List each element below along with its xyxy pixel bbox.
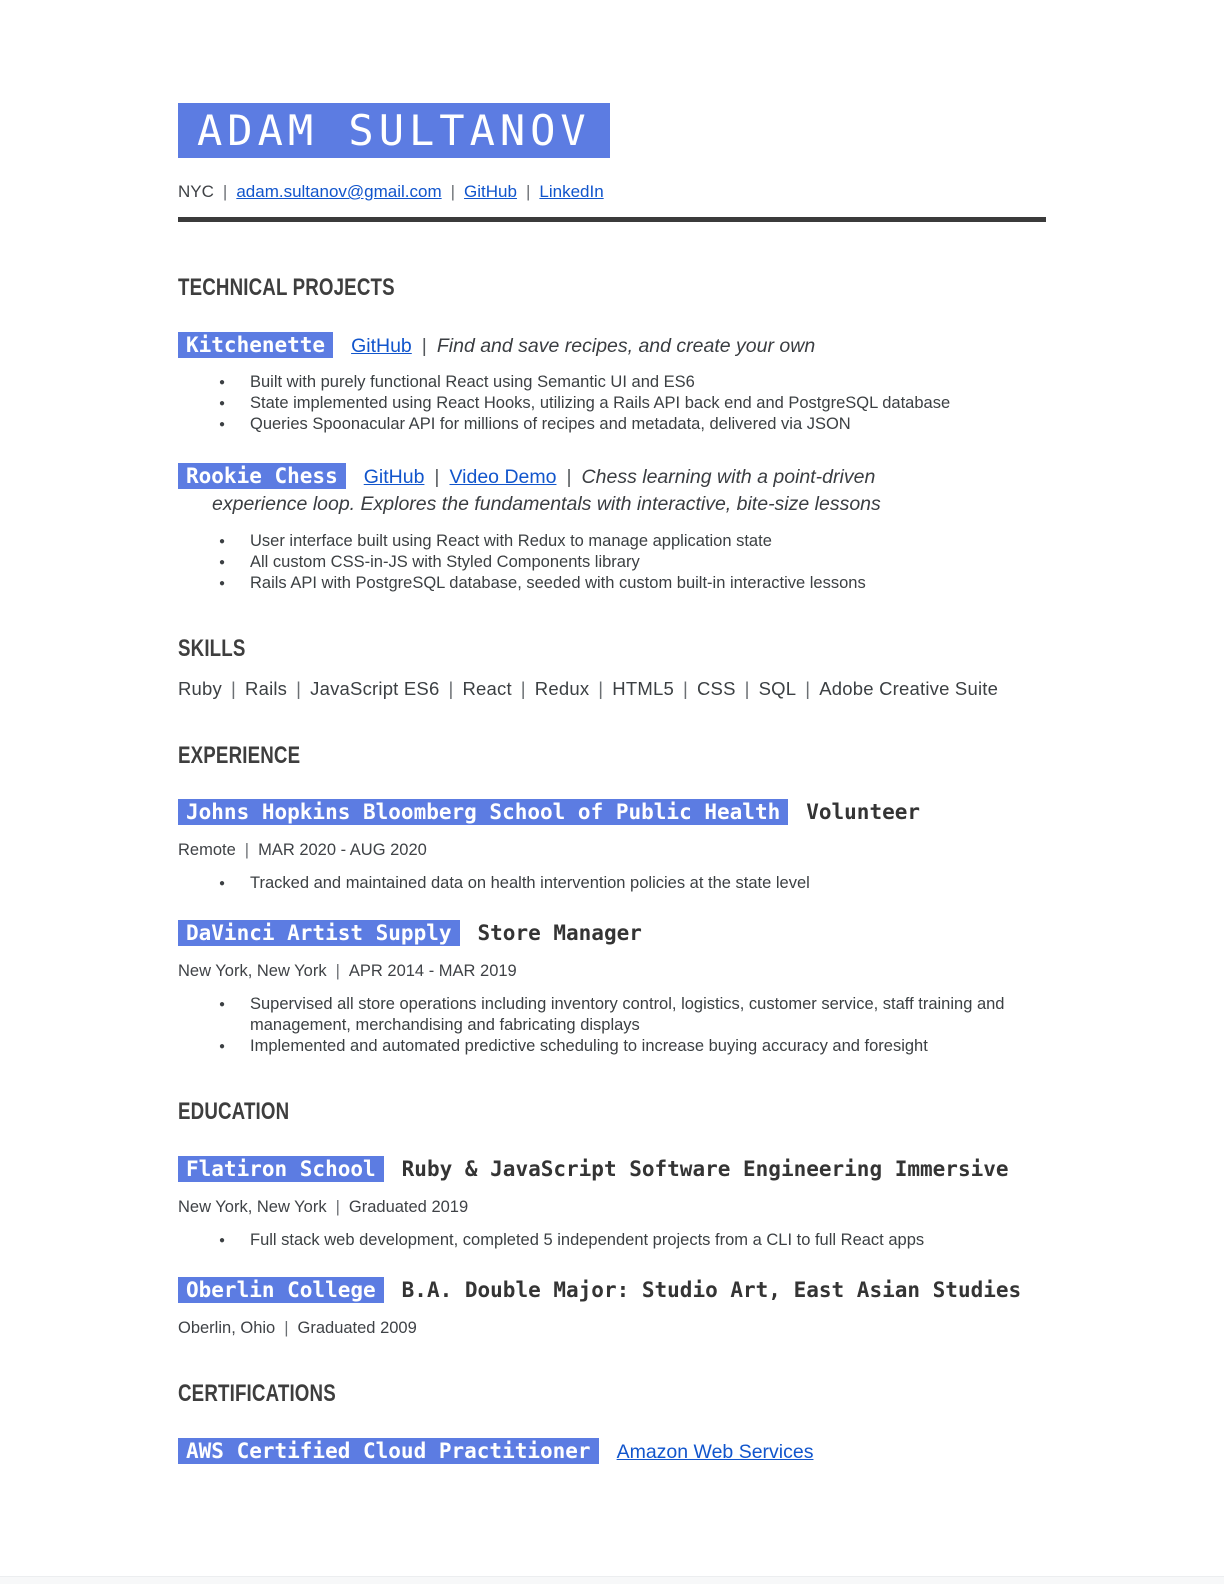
school-graduated: Graduated 2009 (297, 1319, 417, 1337)
page-bottom-edge (0, 1576, 1224, 1584)
company-name-highlight: DaVinci Artist Supply (178, 920, 460, 946)
job-meta-davinci (178, 960, 1046, 982)
separator: | (296, 678, 302, 699)
skill-item: React (462, 678, 512, 699)
school-program: Ruby & JavaScript Software Engineering Immersive (401, 1157, 1009, 1181)
section-heading-experience: EXPERIENCE (178, 742, 301, 769)
school-name-highlight: Flatiron School (178, 1156, 384, 1182)
project-name-highlight: Kitchenette (178, 332, 333, 358)
project-description: Chess learning with a point-driven experience loop. Explores the fundamentals with interactive, bite-size lessons (212, 466, 881, 515)
separator: | (231, 678, 237, 699)
school-program: B.A. Double Major: Studio Art, East Asian Studies (401, 1278, 1022, 1302)
project-video-demo-link[interactable]: Video Demo (449, 466, 557, 488)
bullet-item: ● Tracked and maintained data on health intervention policies at the state level (178, 873, 1046, 894)
separator: | (566, 466, 572, 488)
school-header-oberlin (178, 1277, 1046, 1305)
bullet-item: ● Supervised all store operations including inventory control, logistics, customer service, staff training and management, merchandising and fabricating displays (178, 994, 1046, 1036)
project-bullets-kitchenette (178, 372, 1046, 435)
section-heading-certifications: CERTIFICATIONS (178, 1380, 336, 1407)
job-dates: MAR 2020 - AUG 2020 (258, 841, 427, 859)
certification-issuer-link[interactable]: Amazon Web Services (616, 1441, 814, 1463)
school-location: Oberlin, Ohio (178, 1319, 276, 1337)
separator: | (520, 678, 526, 699)
school-meta-flatiron (178, 1196, 1046, 1218)
contact-separator: | (525, 182, 531, 201)
bullet-item: ● Full stack web development, completed 5 independent projects from a CLI to full React apps (178, 1230, 1046, 1251)
email-link[interactable]: adam.sultanov@gmail.com (236, 182, 442, 201)
skill-item: Rails (245, 678, 288, 699)
separator: | (421, 335, 427, 357)
separator: | (335, 962, 340, 980)
section-heading-technical-projects: TECHNICAL PROJECTS (178, 274, 395, 301)
skills-list (178, 678, 1046, 699)
project-description: Find and save recipes, and create your own (436, 335, 816, 357)
separator: | (682, 678, 688, 699)
linkedin-link[interactable]: LinkedIn (539, 182, 604, 201)
separator: | (434, 466, 440, 488)
bullet-item: ● Queries Spoonacular API for millions of recipes and metadata, delivered via JSON (178, 414, 1046, 435)
certification-name-highlight: AWS Certified Cloud Practitioner (178, 1438, 599, 1464)
company-name-highlight: Johns Hopkins Bloomberg School of Public Health (178, 799, 788, 825)
project-github-link[interactable]: GitHub (363, 466, 425, 488)
skill-item: Adobe Creative Suite (819, 678, 999, 699)
contact-separator: | (450, 182, 456, 201)
school-location: New York, New York (178, 1198, 327, 1216)
separator: | (598, 678, 604, 699)
contact-location: NYC (178, 182, 214, 201)
project-header-kitchenette (178, 332, 1046, 360)
section-heading-skills: SKILLS (178, 635, 246, 662)
bullet-item: ● Built with purely functional React using Semantic UI and ES6 (178, 372, 1046, 393)
job-location: Remote (178, 841, 236, 859)
skill-item: Ruby (178, 678, 222, 699)
section-heading-education: EDUCATION (178, 1098, 290, 1125)
separator: | (805, 678, 811, 699)
skill-item: Redux (534, 678, 590, 699)
job-role: Store Manager (477, 921, 642, 945)
certification-header-aws (178, 1438, 1046, 1466)
job-location: New York, New York (178, 962, 327, 980)
skill-item: JavaScript ES6 (310, 678, 440, 699)
bullet-item: ● Implemented and automated predictive scheduling to increase buying accuracy and foresight (178, 1036, 1046, 1057)
separator: | (744, 678, 750, 699)
skill-item: CSS (696, 678, 736, 699)
header-divider-rule (178, 217, 1046, 222)
job-role: Volunteer (806, 800, 921, 824)
contact-line (178, 180, 1046, 204)
project-name-highlight: Rookie Chess (178, 463, 346, 489)
separator: | (284, 1319, 289, 1337)
job-header-johns-hopkins (178, 799, 1046, 827)
project-github-link[interactable]: GitHub (351, 335, 412, 357)
bullet-item: ● User interface built using React with Redux to manage application state (178, 531, 1046, 552)
name-text: ADAM SULTANOV (197, 106, 591, 155)
contact-separator: | (222, 182, 228, 201)
school-name-highlight: Oberlin College (178, 1277, 384, 1303)
school-header-flatiron (178, 1156, 1046, 1184)
school-graduated: Graduated 2019 (348, 1198, 469, 1216)
skill-item: SQL (758, 678, 797, 699)
job-bullets-davinci (178, 994, 1046, 1057)
separator: | (448, 678, 454, 699)
skill-item: HTML5 (612, 678, 674, 699)
separator: | (244, 841, 250, 859)
github-link[interactable]: GitHub (464, 182, 517, 201)
job-meta-johns-hopkins (178, 839, 1046, 861)
project-header-rookie-chess (178, 463, 958, 518)
name-banner (178, 103, 610, 158)
job-bullets-johns-hopkins (178, 873, 1046, 894)
school-bullets-flatiron (178, 1230, 1046, 1251)
school-meta-oberlin (178, 1317, 1046, 1339)
job-dates: APR 2014 - MAR 2019 (348, 962, 517, 980)
bullet-item: ● Rails API with PostgreSQL database, seeded with custom built-in interactive lessons (178, 573, 1046, 594)
bullet-item: ● All custom CSS-in-JS with Styled Components library (178, 552, 1046, 573)
project-bullets-rookie-chess (178, 531, 1046, 594)
job-header-davinci (178, 920, 1046, 948)
separator: | (335, 1198, 340, 1216)
bullet-item: ● State implemented using React Hooks, utilizing a Rails API back end and PostgreSQL database (178, 393, 1046, 414)
